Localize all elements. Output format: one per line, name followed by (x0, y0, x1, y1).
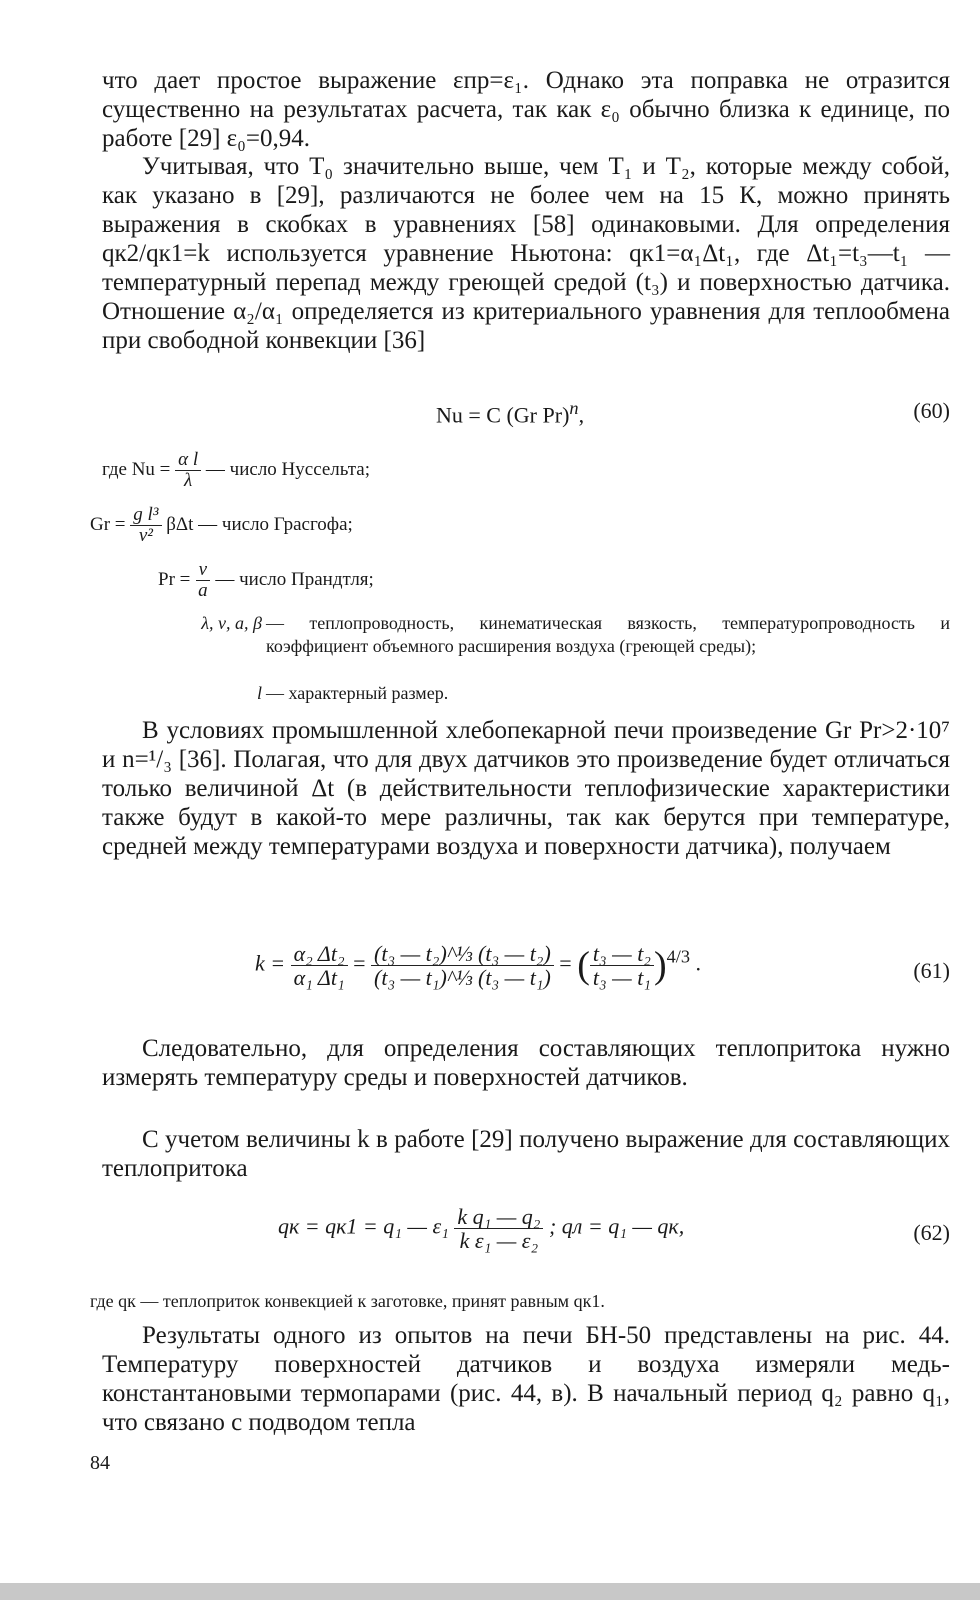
scan-bottom-edge (0, 1583, 980, 1600)
symbols-description: — теплопроводность, кинематическая вязкость, температуропроводность и коэффициент объемного расширения воздуха (греющей среды); (266, 613, 950, 656)
paragraph-6: Результаты одного из опытов на печи БН-50 представлены на рис. 44. Температуру поверхностей датчиков и воздуха измеряли медь-константановыми термопарами (рис. 44, в). В начальный период q₂ равно q₁, что связано с подводом тепла (102, 1322, 950, 1436)
eq62-rhs: ; qл = q₁ — qк, (548, 1213, 685, 1239)
eq61-k: k = (255, 950, 286, 976)
gr-description: βΔt — число Грасгофа; (166, 513, 353, 535)
definition-nusselt (102, 450, 370, 491)
equation-60: Nu = C (Gr Pr)$^n$, (436, 398, 585, 428)
nu-description: — число Нуссельта; (205, 458, 370, 480)
definition-prandtl (158, 560, 374, 601)
gr-denominator: ν² (138, 524, 153, 546)
footnote-qk: где qк — теплоприток конвекцией к заготовке, принят равным qк1. (90, 1291, 605, 1311)
eq62-fraction: $\frac{\text{k q₁ — q₂}}{\text{k ε₁ — ε₂}}$ (454, 1205, 543, 1252)
pr-description: — число Прандтля; (215, 568, 374, 590)
gr-numerator: g l³ (133, 504, 159, 525)
equation-60-body: Nu = C (Gr Pr) (436, 402, 570, 428)
definition-grashof (90, 505, 353, 546)
eq62-lhs: qк = qк1 = q₁ — ε₁ (278, 1213, 449, 1239)
eq61-fraction-3: $\frac{\text{t₃ — t₂}}{\text{t₃ — t₁}}$ (590, 942, 654, 989)
paragraph-3: В условиях промышленной хлебопекарной печи произведение Gr Pr>2·10⁷ и n=¹/₃ [36]. Полагая, что для двух датчиков это произведение будет отличаться только величиной Δt (в действительности теплофизические характеристики также будут в какой-то мере различны, так как берутся при температуре, средней между температурами воздуха и поверхности датчика), получаем (102, 717, 950, 860)
paragraph-4: Следовательно, для определения составляющих теплопритока нужно измерять температуру среды и поверхностей датчиков. (102, 1035, 950, 1091)
symbols-lead: λ, ν, a, β (201, 613, 262, 633)
pr-prefix: Pr = (158, 568, 191, 590)
pr-denominator: a (198, 579, 208, 601)
eq61-fraction-2: $\frac{\text{(t₃ — t₂)\textasciicircum{}⅓ (t₃ — t₂)}}{\text{(t₃ — t₁)\textasciicircum{}⅓ (t₃ — t₁)}}$ (371, 942, 554, 989)
gr-fraction (130, 505, 161, 546)
eq61-fraction-1: $\frac{\text{α₂ Δt₂}}{\text{α₁ Δt₁}}$ (291, 942, 348, 989)
l-description: — характерный размер. (266, 683, 449, 703)
pr-numerator: ν (198, 559, 208, 580)
paragraph-5: С учетом величины k в работе [29] получено выражение для составляющих теплопритока (102, 1126, 950, 1182)
page-number: 84 (90, 1452, 110, 1474)
equation-61-number: (61) (913, 958, 950, 983)
pr-fraction (195, 560, 211, 601)
l-lead: l (256, 683, 262, 703)
equation-60-number: (60) (913, 398, 950, 423)
nu-numerator: α l (178, 449, 199, 470)
paragraph-2: Учитывая, что T₀ значительно выше, чем T₁ и T₂, которые между собой, как указано в [29], различаются не более чем на 15 К, можно принять выражения в скобках в уравнениях [58] одинаковыми. Для определения qк2/qк1=k используется уравнение Ньютона: qк1=α₁Δt₁, где Δt₁=t₃—t₁ — температурный перепад между греющей средой (t₃) и поверхностью датчика. Отношение α₂/α₁ определяется из критериального уравнения для теплообмена при свободной конвекции [36] (102, 153, 950, 354)
paragraph-1: что дает простое выражение εпр=ε₁. Однако эта поправка не отразится существенно на результатах расчета, так как ε₀ обычно близка к единице, по работе [29] ε₀=0,94. (102, 67, 950, 152)
equation-62 (278, 1205, 684, 1252)
nu-fraction (175, 450, 201, 491)
gr-prefix: Gr = (90, 513, 126, 535)
nu-prefix: где Nu = (102, 458, 171, 480)
equation-62-number: (62) (913, 1220, 950, 1245)
eq61-exponent: 4/3 (666, 946, 691, 967)
equation-60-exponent: n (569, 398, 579, 418)
equation-61: k = $\frac{\text{α₂ Δt₂}}{\text{α₁ Δt₁}}$ = $\frac{\text{(t₃ — t₂)\textasciicircum{}⅓ (t₃ — t₂)}}{\text{(t₃ — t₁)\textasciicircum{}⅓ (t₃ — t₁)}}$ = ( $\frac{\text{t₃ — t₂}}{\text{t₃ — t₁}}$ )$^{4/3}$ . (255, 941, 702, 991)
nu-denominator: λ (184, 469, 193, 491)
